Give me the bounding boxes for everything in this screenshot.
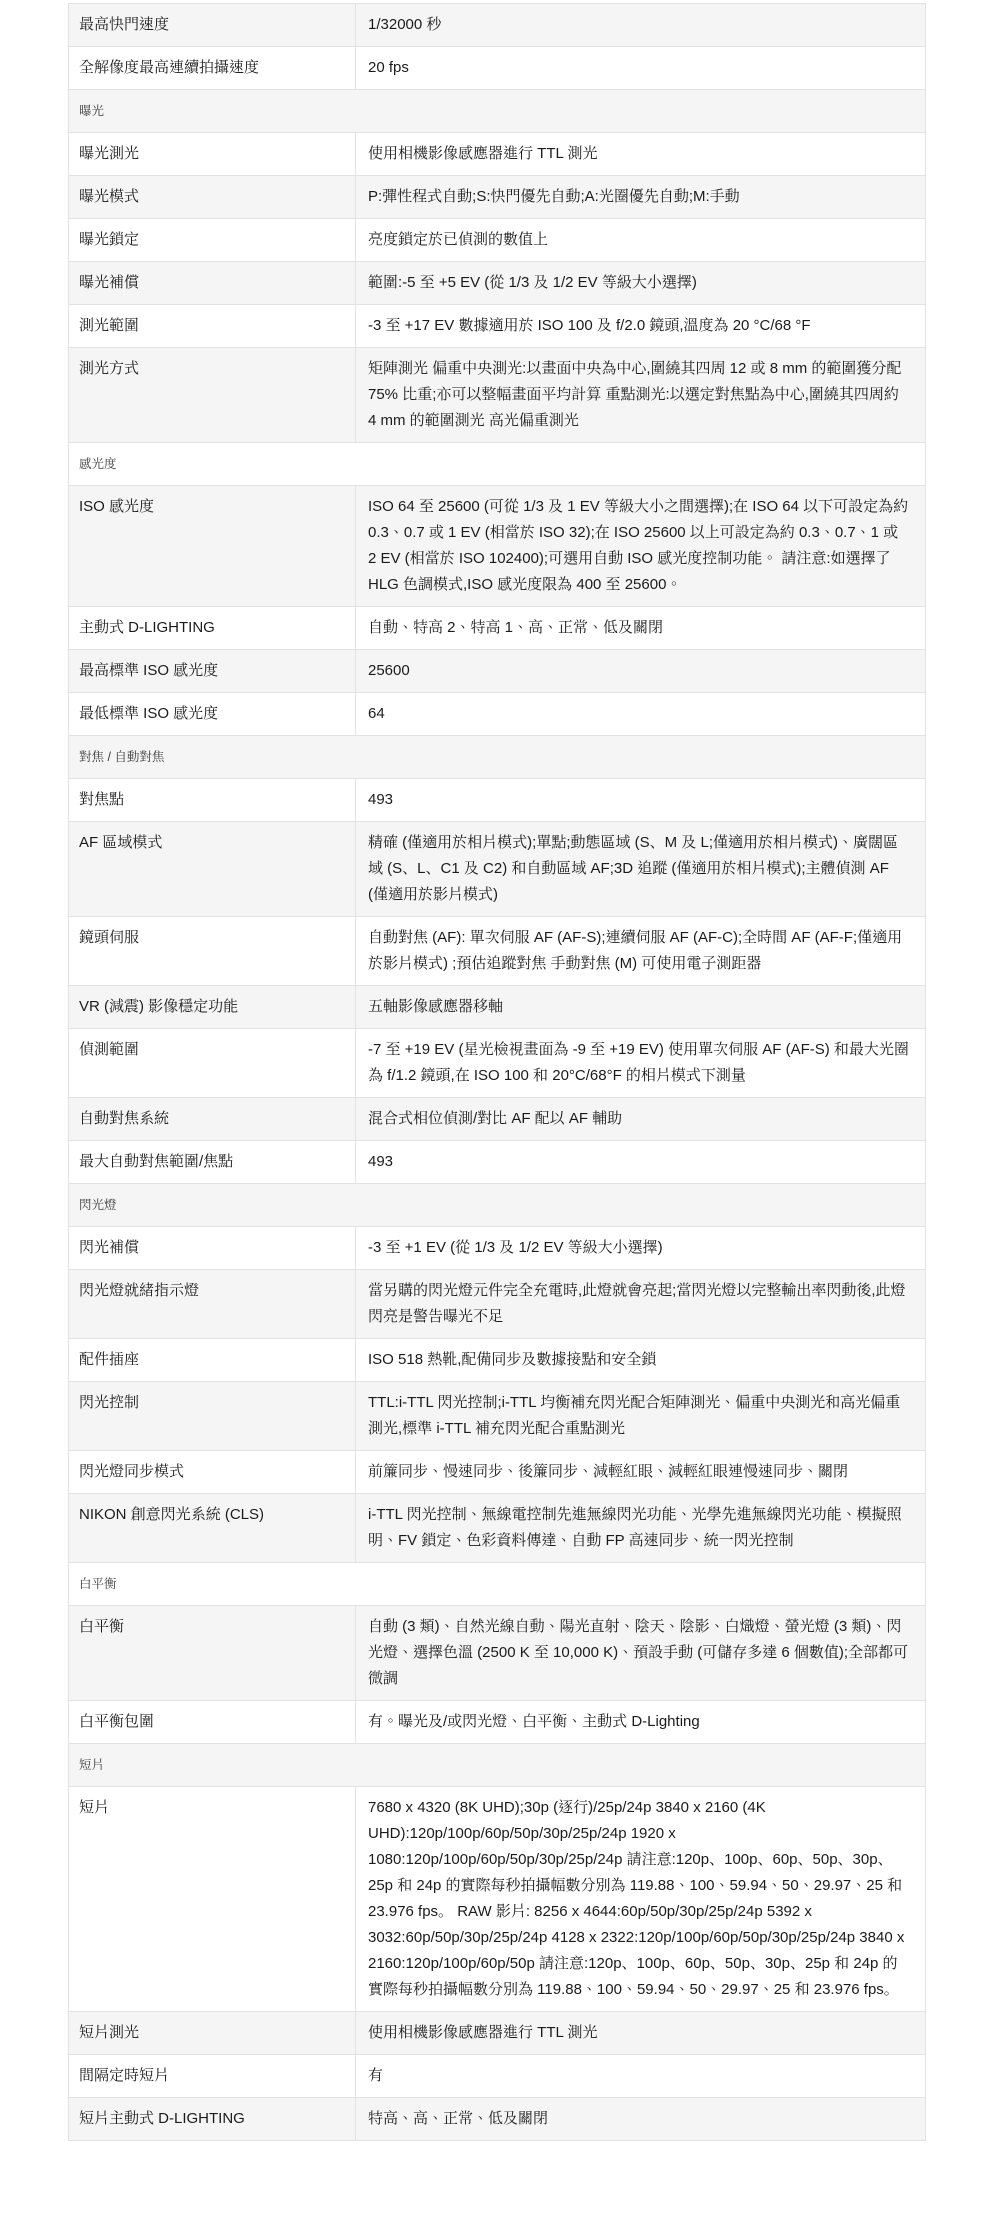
spec-label-cell: 曝光補償	[69, 262, 356, 305]
spec-label-cell: 短片測光	[69, 2012, 356, 2055]
spec-label-cell: NIKON 創意閃光系統 (CLS)	[69, 1494, 356, 1563]
table-row	[69, 1701, 926, 1744]
spec-value-cell: 前簾同步、慢速同步、後簾同步、減輕紅眼、減輕紅眼連慢速同步、關閉	[356, 1451, 926, 1494]
section-label: 感光度	[69, 443, 926, 486]
spec-table-body	[69, 4, 926, 2141]
table-row	[69, 2012, 926, 2055]
spec-label-cell: 短片	[69, 1787, 356, 2012]
table-row	[69, 262, 926, 305]
spec-label-cell: 最低標準 ISO 感光度	[69, 693, 356, 736]
table-row	[69, 133, 926, 176]
section-label: 短片	[69, 1744, 926, 1787]
spec-value-cell: 精確 (僅適用於相片模式);單點;動態區域 (S、M 及 L;僅適用於相片模式)、廣闊區域 (S、L、C1 及 C2) 和自動區域 AF;3D 追蹤 (僅適用於相片模式);主體偵測 AF (僅適用於影片模式)	[356, 822, 926, 917]
spec-label-cell: 最大自動對焦範圍/焦點	[69, 1141, 356, 1184]
spec-label-cell: 主動式 D-LIGHTING	[69, 607, 356, 650]
spec-value-cell: 有	[356, 2055, 926, 2098]
spec-label-cell: 閃光燈同步模式	[69, 1451, 356, 1494]
spec-label-cell: 全解像度最高連續拍攝速度	[69, 47, 356, 90]
table-row	[69, 1451, 926, 1494]
spec-value-cell: 使用相機影像感應器進行 TTL 測光	[356, 133, 926, 176]
spec-value-cell: -3 至 +1 EV (從 1/3 及 1/2 EV 等級大小選擇)	[356, 1227, 926, 1270]
spec-label-cell: 閃光燈就緒指示燈	[69, 1270, 356, 1339]
spec-label-cell: 偵測範圍	[69, 1029, 356, 1098]
table-row	[69, 1382, 926, 1451]
spec-value-cell: ISO 64 至 25600 (可從 1/3 及 1 EV 等級大小之間選擇);在 ISO 64 以下可設定為約 0.3、0.7 或 1 EV (相當於 ISO 32);在 ISO 25600 以上可設定為約 0.3、0.7、1 或 2 EV (相當於 ISO 102400);可選用自動 ISO 感光度控制功能。 請注意:如選擇了 HLG 色調模式,ISO 感光度限為 400 至 25600。	[356, 486, 926, 607]
spec-label-cell: 配件插座	[69, 1339, 356, 1382]
spec-value-cell: 7680 x 4320 (8K UHD);30p (逐行)/25p/24p 3840 x 2160 (4K UHD):120p/100p/60p/50p/30p/25p/24p 1920 x 1080:120p/100p/60p/50p/30p/25p/24p 請注意:120p、100p、60p、50p、30p、25p 和 24p 的實際每秒拍攝幅數分別為 119.88、100、59.94、50、29.97、25 和 23.976 fps。 RAW 影片: 8256 x 4644:60p/50p/30p/25p/24p 5392 x 3032:60p/50p/30p/25p/24p 4128 x 2322:120p/100p/60p/50p/30p/25p/24p 3840 x 2160:120p/100p/60p/50p 請注意:120p、100p、60p、50p、30p、25p 和 24p 的實際每秒拍攝幅數分別為 119.88、100、59.94、50、29.97、25 和 23.976 fps。	[356, 1787, 926, 2012]
spec-value-cell: 使用相機影像感應器進行 TTL 測光	[356, 2012, 926, 2055]
table-row	[69, 2098, 926, 2141]
spec-value-cell: i-TTL 閃光控制、無線電控制先進無線閃光功能、光學先進無線閃光功能、模擬照明、FV 鎖定、色彩資料傳達、自動 FP 高速同步、統一閃光控制	[356, 1494, 926, 1563]
spec-label-cell: 閃光補償	[69, 1227, 356, 1270]
spec-value-cell: 矩陣測光 偏重中央測光:以畫面中央為中心,圍繞其四周 12 或 8 mm 的範圍獲分配 75% 比重;亦可以整幅畫面平均計算 重點測光:以選定對焦點為中心,圍繞其四周約 4 mm 的範圍測光 高光偏重測光	[356, 348, 926, 443]
table-row	[69, 486, 926, 607]
table-row	[69, 1098, 926, 1141]
table-row	[69, 348, 926, 443]
spec-value-cell: 20 fps	[356, 47, 926, 90]
spec-value-cell: 25600	[356, 650, 926, 693]
section-row	[69, 443, 926, 486]
section-row	[69, 1563, 926, 1606]
spec-value-cell: 五軸影像感應器移軸	[356, 986, 926, 1029]
spec-label-cell: 曝光模式	[69, 176, 356, 219]
table-row	[69, 2055, 926, 2098]
table-row	[69, 693, 926, 736]
spec-label-cell: 曝光測光	[69, 133, 356, 176]
table-row	[69, 1270, 926, 1339]
table-row	[69, 822, 926, 917]
spec-label-cell: 鏡頭伺服	[69, 917, 356, 986]
spec-label-cell: 白平衡	[69, 1606, 356, 1701]
spec-value-cell: 1/32000 秒	[356, 4, 926, 47]
spec-value-cell: 自動 (3 類)、自然光線自動、陽光直射、陰天、陰影、白熾燈、螢光燈 (3 類)、閃光燈、選擇色溫 (2500 K 至 10,000 K)、預設手動 (可儲存多達 6 個數值);全部都可微調	[356, 1606, 926, 1701]
spec-value-cell: -7 至 +19 EV (星光檢視畫面為 -9 至 +19 EV) 使用單次伺服 AF (AF-S) 和最大光圈為 f/1.2 鏡頭,在 ISO 100 和 20°C/68°F 的相片模式下測量	[356, 1029, 926, 1098]
spec-value-cell: P:彈性程式自動;S:快門優先自動;A:光圈優先自動;M:手動	[356, 176, 926, 219]
spec-label-cell: 最高快門速度	[69, 4, 356, 47]
spec-value-cell: 亮度鎖定於已偵測的數值上	[356, 219, 926, 262]
table-row	[69, 1787, 926, 2012]
section-row	[69, 1744, 926, 1787]
section-row	[69, 736, 926, 779]
spec-label-cell: 間隔定時短片	[69, 2055, 356, 2098]
section-label: 曝光	[69, 90, 926, 133]
spec-value-cell: 特高、高、正常、低及關閉	[356, 2098, 926, 2141]
table-row	[69, 1494, 926, 1563]
table-row	[69, 1339, 926, 1382]
spec-label-cell: 測光方式	[69, 348, 356, 443]
spec-label-cell: 白平衡包圍	[69, 1701, 356, 1744]
table-row	[69, 779, 926, 822]
spec-label-cell: 測光範圍	[69, 305, 356, 348]
spec-value-cell: TTL:i-TTL 閃光控制;i-TTL 均衡補充閃光配合矩陣測光、偏重中央測光和高光偏重測光,標準 i-TTL 補充閃光配合重點測光	[356, 1382, 926, 1451]
spec-label-cell: VR (減震) 影像穩定功能	[69, 986, 356, 1029]
section-label: 對焦 / 自動對焦	[69, 736, 926, 779]
spec-value-cell: 自動對焦 (AF): 單次伺服 AF (AF-S);連續伺服 AF (AF-C);全時間 AF (AF-F;僅適用於影片模式) ;預估追蹤對焦 手動對焦 (M) 可使用電子測距器	[356, 917, 926, 986]
table-row	[69, 607, 926, 650]
table-row	[69, 1141, 926, 1184]
spec-label-cell: ISO 感光度	[69, 486, 356, 607]
spec-value-cell: 493	[356, 1141, 926, 1184]
spec-label-cell: 曝光鎖定	[69, 219, 356, 262]
spec-value-cell: 範圍:-5 至 +5 EV (從 1/3 及 1/2 EV 等級大小選擇)	[356, 262, 926, 305]
spec-label-cell: 自動對焦系統	[69, 1098, 356, 1141]
spec-value-cell: ISO 518 熱靴,配備同步及數據接點和安全鎖	[356, 1339, 926, 1382]
spec-label-cell: 短片主動式 D-LIGHTING	[69, 2098, 356, 2141]
section-row	[69, 90, 926, 133]
section-row	[69, 1184, 926, 1227]
section-label: 白平衡	[69, 1563, 926, 1606]
spec-table	[68, 3, 926, 2141]
spec-value-cell: 混合式相位偵測/對比 AF 配以 AF 輔助	[356, 1098, 926, 1141]
spec-value-cell: 64	[356, 693, 926, 736]
spec-label-cell: 對焦點	[69, 779, 356, 822]
table-row	[69, 176, 926, 219]
table-row	[69, 986, 926, 1029]
spec-value-cell: 有。曝光及/或閃光燈、白平衡、主動式 D-Lighting	[356, 1701, 926, 1744]
table-row	[69, 1227, 926, 1270]
table-row	[69, 1606, 926, 1701]
spec-value-cell: 當另購的閃光燈元件完全充電時,此燈就會亮起;當閃光燈以完整輸出率閃動後,此燈閃亮是警告曝光不足	[356, 1270, 926, 1339]
table-row	[69, 650, 926, 693]
table-row	[69, 1029, 926, 1098]
spec-label-cell: 最高標準 ISO 感光度	[69, 650, 356, 693]
table-row	[69, 917, 926, 986]
spec-label-cell: AF 區域模式	[69, 822, 356, 917]
spec-value-cell: -3 至 +17 EV 數據適用於 ISO 100 及 f/2.0 鏡頭,溫度為 20 °C/68 °F	[356, 305, 926, 348]
table-row	[69, 219, 926, 262]
table-row	[69, 4, 926, 47]
table-row	[69, 305, 926, 348]
spec-label-cell: 閃光控制	[69, 1382, 356, 1451]
section-label: 閃光燈	[69, 1184, 926, 1227]
spec-value-cell: 493	[356, 779, 926, 822]
table-row	[69, 47, 926, 90]
spec-value-cell: 自動、特高 2、特高 1、高、正常、低及關閉	[356, 607, 926, 650]
